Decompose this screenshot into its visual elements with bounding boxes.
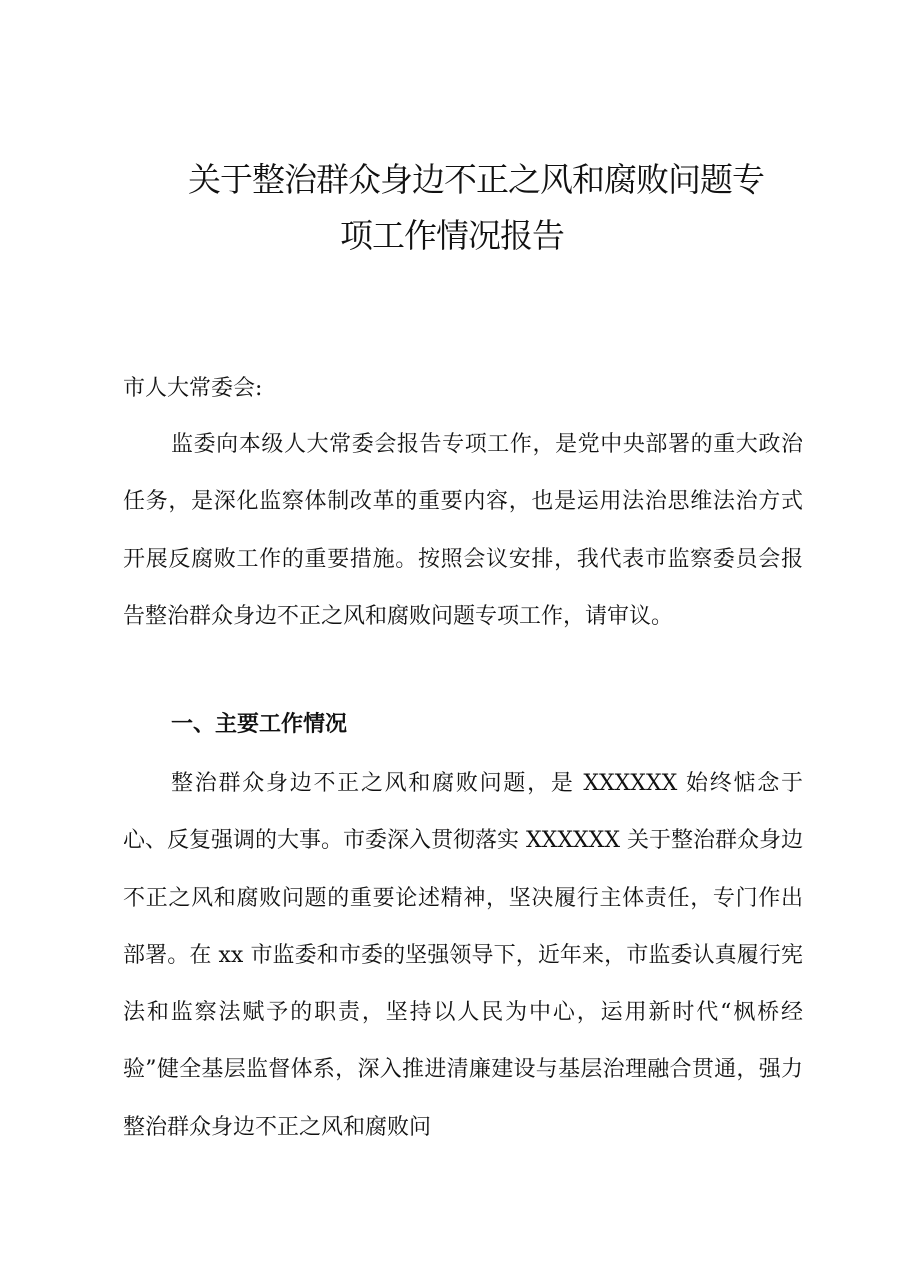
salutation: 市人大常委会: bbox=[123, 376, 263, 401]
work-overview-paragraph: 整治群众身边不正之风和腐败问题，是 XXXXXX 始终惦念于心、反复强调的大事。市委深入贯彻落实 XXXXXX 关于整治群众身边不正之风和腐败问题的重要论述精神，坚决履行主体责任，专门作出部署。在 xx 市监委和市委的坚强领导下，近年来，市监委认真履行宪法和监察法赋予的职责，坚持以人民为中心，运用新时代“枫桥经验”健全基层监督体系，深入推进清廉建设与基层治理融合贯通，强力整治群众身边不正之风和腐败问 bbox=[123, 771, 803, 1140]
intro-paragraph: 监委向本级人大常委会报告专项工作，是党中央部署的重大政治任务，是深化监察体制改革的重要内容，也是运用法治思维法治方式开展反腐败工作的重要措施。按照会议安排，我代表市监察委员会报告整治群众身边不正之风和腐败问题专项工作，请审议。 bbox=[123, 432, 803, 629]
document-title-line-2: 项工作情况报告 bbox=[340, 216, 564, 255]
document-title-line-1: 关于整治群众身边不正之风和腐败问题专 bbox=[188, 160, 764, 199]
section-heading: 一、主要工作情况 bbox=[171, 712, 348, 737]
document-title bbox=[120, 152, 800, 264]
